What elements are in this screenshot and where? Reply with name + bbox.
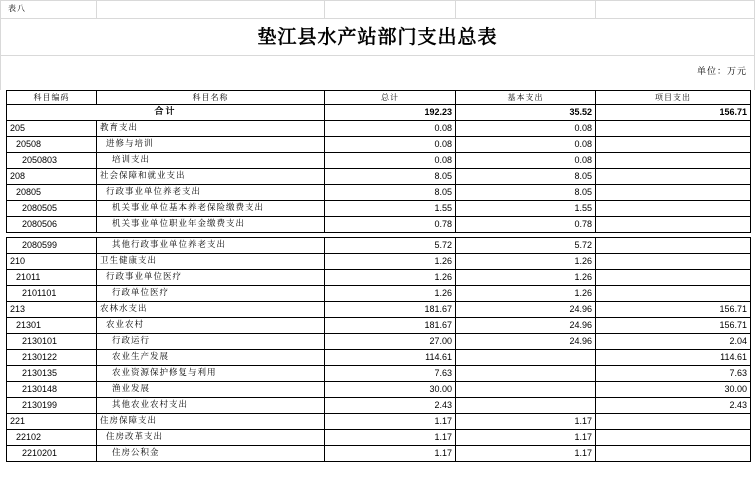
subject-name: 农业资源保护修复与利用: [97, 366, 325, 382]
project-amount: [596, 446, 751, 462]
basic-amount: 24.96: [456, 334, 596, 350]
table-number-label: 表八: [8, 4, 26, 13]
basic-amount: [456, 382, 596, 398]
table-row: [7, 366, 751, 382]
table-row: [7, 334, 751, 350]
table-row: [7, 398, 751, 414]
page-title: 垫江县水产站部门支出总表: [257, 26, 498, 48]
basic-amount: 1.26: [456, 286, 596, 302]
total-label: 合计: [7, 105, 325, 121]
basic-amount: 0.78: [456, 217, 596, 233]
subject-code: 2130148: [7, 382, 97, 398]
subject-name: 行政运行: [97, 334, 325, 350]
table-row: [7, 238, 751, 254]
table-row: [7, 382, 751, 398]
table-row: [7, 153, 751, 169]
subject-code: 22102: [7, 430, 97, 446]
basic-amount: 1.55: [456, 201, 596, 217]
table-row: [7, 121, 751, 137]
column-header: 科目编码: [7, 91, 97, 105]
project-amount: [596, 169, 751, 185]
basic-amount: 0.08: [456, 153, 596, 169]
total-amount: 1.26: [325, 270, 456, 286]
total-amount: 1.26: [325, 286, 456, 302]
table-row: [7, 137, 751, 153]
project-amount: 156.71: [596, 318, 751, 334]
subject-code: 208: [7, 169, 97, 185]
table-row: [7, 350, 751, 366]
total-amount: 27.00: [325, 334, 456, 350]
project-amount: [596, 217, 751, 233]
unit-label: 单位：万元: [696, 67, 747, 77]
total-amount: 8.05: [325, 169, 456, 185]
column-header: 科目名称: [97, 91, 325, 105]
expenditure-table: [6, 90, 751, 462]
basic-amount: 0.08: [456, 137, 596, 153]
total-project: 156.71: [596, 105, 751, 121]
project-amount: 156.71: [596, 302, 751, 318]
total-amount: 181.67: [325, 302, 456, 318]
basic-amount: 8.05: [456, 185, 596, 201]
total-amount: 1.26: [325, 254, 456, 270]
subject-name: 住房公积金: [97, 446, 325, 462]
basic-amount: 24.96: [456, 302, 596, 318]
subject-code: 21011: [7, 270, 97, 286]
column-header: 基本支出: [456, 91, 596, 105]
basic-amount: 8.05: [456, 169, 596, 185]
subject-name: 机关事业单位基本养老保险缴费支出: [97, 201, 325, 217]
subject-code: 2130135: [7, 366, 97, 382]
subject-code: 221: [7, 414, 97, 430]
basic-amount: 24.96: [456, 318, 596, 334]
table-row: [7, 254, 751, 270]
project-amount: [596, 430, 751, 446]
subject-code: 21301: [7, 318, 97, 334]
table-row: [7, 446, 751, 462]
table-row: [7, 430, 751, 446]
project-amount: [596, 254, 751, 270]
basic-amount: 5.72: [456, 238, 596, 254]
basic-amount: 1.26: [456, 254, 596, 270]
total-amount: 192.23: [325, 105, 456, 121]
total-amount: 7.63: [325, 366, 456, 382]
total-amount: 0.08: [325, 153, 456, 169]
project-amount: 7.63: [596, 366, 751, 382]
subject-code: 2130199: [7, 398, 97, 414]
table-row: [7, 318, 751, 334]
subject-name: 其他行政事业单位养老支出: [97, 238, 325, 254]
basic-amount: 0.08: [456, 121, 596, 137]
subject-name: 行政单位医疗: [97, 286, 325, 302]
table-row: [7, 201, 751, 217]
basic-amount: 1.17: [456, 414, 596, 430]
subject-name: 渔业发展: [97, 382, 325, 398]
subject-name: 机关事业单位职业年金缴费支出: [97, 217, 325, 233]
total-basic: 35.52: [456, 105, 596, 121]
subject-name: 教育支出: [97, 121, 325, 137]
subject-code: 2130122: [7, 350, 97, 366]
subject-name: 培训支出: [97, 153, 325, 169]
project-amount: [596, 121, 751, 137]
total-amount: 0.08: [325, 121, 456, 137]
column-header: 项目支出: [596, 91, 751, 105]
subject-name: 其他农业农村支出: [97, 398, 325, 414]
total-amount: 2.43: [325, 398, 456, 414]
subject-name: 卫生健康支出: [97, 254, 325, 270]
subject-name: 农林水支出: [97, 302, 325, 318]
column-header: 总计: [325, 91, 456, 105]
project-amount: 30.00: [596, 382, 751, 398]
project-amount: [596, 137, 751, 153]
project-amount: 2.04: [596, 334, 751, 350]
basic-amount: [456, 350, 596, 366]
project-amount: [596, 185, 751, 201]
basic-amount: [456, 366, 596, 382]
table-row: [7, 286, 751, 302]
project-amount: 114.61: [596, 350, 751, 366]
total-amount: 181.67: [325, 318, 456, 334]
total-amount: 1.55: [325, 201, 456, 217]
total-amount: 30.00: [325, 382, 456, 398]
project-amount: [596, 270, 751, 286]
total-amount: 0.78: [325, 217, 456, 233]
basic-amount: 1.26: [456, 270, 596, 286]
total-amount: 1.17: [325, 430, 456, 446]
subject-name: 农业生产发展: [97, 350, 325, 366]
subject-code: 213: [7, 302, 97, 318]
total-amount: 0.08: [325, 137, 456, 153]
subject-code: 2210201: [7, 446, 97, 462]
subject-code: 2080506: [7, 217, 97, 233]
subject-code: 2050803: [7, 153, 97, 169]
basic-amount: [456, 398, 596, 414]
subject-code: 210: [7, 254, 97, 270]
subject-code: 20805: [7, 185, 97, 201]
table-row: [7, 414, 751, 430]
subject-code: 2080505: [7, 201, 97, 217]
subject-name: 农业农村: [97, 318, 325, 334]
table-row: [7, 185, 751, 201]
total-row: [7, 105, 751, 121]
subject-name: 行政事业单位养老支出: [97, 185, 325, 201]
subject-name: 社会保障和就业支出: [97, 169, 325, 185]
basic-amount: 1.17: [456, 446, 596, 462]
project-amount: [596, 238, 751, 254]
basic-amount: 1.17: [456, 430, 596, 446]
total-amount: 114.61: [325, 350, 456, 366]
subject-name: 住房改革支出: [97, 430, 325, 446]
table-row: [7, 302, 751, 318]
subject-code: 2101101: [7, 286, 97, 302]
project-amount: 2.43: [596, 398, 751, 414]
project-amount: [596, 201, 751, 217]
subject-name: 进修与培训: [97, 137, 325, 153]
subject-name: 住房保障支出: [97, 414, 325, 430]
subject-name: 行政事业单位医疗: [97, 270, 325, 286]
project-amount: [596, 153, 751, 169]
project-amount: [596, 286, 751, 302]
subject-code: 20508: [7, 137, 97, 153]
subject-code: 205: [7, 121, 97, 137]
table-row: [7, 270, 751, 286]
project-amount: [596, 414, 751, 430]
subject-code: 2080599: [7, 238, 97, 254]
page-bottom-edge: [0, 488, 755, 496]
total-amount: 1.17: [325, 414, 456, 430]
subject-code: 2130101: [7, 334, 97, 350]
table-row: [7, 217, 751, 233]
total-amount: 8.05: [325, 185, 456, 201]
table-header-row: [7, 91, 751, 105]
total-amount: 5.72: [325, 238, 456, 254]
total-amount: 1.17: [325, 446, 456, 462]
table-row: [7, 169, 751, 185]
